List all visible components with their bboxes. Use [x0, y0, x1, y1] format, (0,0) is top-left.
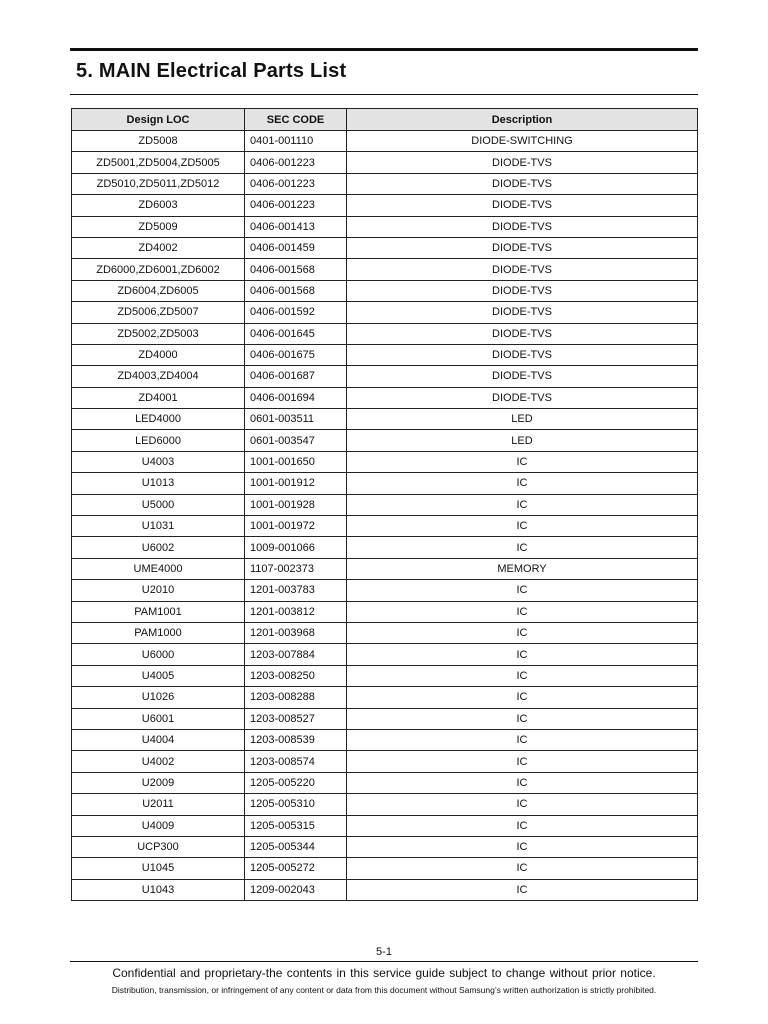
cell-description: DIODE-TVS	[347, 323, 698, 344]
cell-sec-code: 1205-005315	[245, 815, 347, 836]
table-row	[72, 751, 698, 772]
cell-sec-code: 0406-001568	[245, 259, 347, 280]
cell-sec-code: 1205-005344	[245, 836, 347, 857]
cell-description: IC	[347, 858, 698, 879]
table-row	[72, 366, 698, 387]
parts-table	[71, 108, 698, 901]
table-row	[72, 131, 698, 152]
cell-sec-code: 1001-001912	[245, 473, 347, 494]
cell-sec-code: 0406-001223	[245, 152, 347, 173]
cell-sec-code: 0601-003547	[245, 430, 347, 451]
cell-description: DIODE-TVS	[347, 237, 698, 258]
table-row	[72, 173, 698, 194]
table-row	[72, 451, 698, 472]
table-row	[72, 516, 698, 537]
title-rule	[70, 94, 698, 95]
cell-design-loc: UME4000	[72, 558, 245, 579]
cell-description: IC	[347, 836, 698, 857]
table-row	[72, 537, 698, 558]
table-row	[72, 601, 698, 622]
cell-design-loc: U4005	[72, 665, 245, 686]
cell-sec-code: 1203-008539	[245, 729, 347, 750]
cell-sec-code: 0601-003511	[245, 409, 347, 430]
cell-sec-code: 1205-005220	[245, 772, 347, 793]
cell-design-loc: U1031	[72, 516, 245, 537]
cell-design-loc: ZD5006,ZD5007	[72, 302, 245, 323]
cell-sec-code: 0406-001568	[245, 280, 347, 301]
table-row	[72, 473, 698, 494]
cell-design-loc: ZD5009	[72, 216, 245, 237]
cell-design-loc: U6002	[72, 537, 245, 558]
cell-design-loc: PAM1000	[72, 622, 245, 643]
footer-legal: Distribution, transmission, or infringement of any content or data from this document without Samsung’s written authorization is strictly prohibited.	[111, 985, 657, 995]
cell-sec-code: 0401-001110	[245, 131, 347, 152]
cell-description: IC	[347, 473, 698, 494]
table-row	[72, 858, 698, 879]
header-row	[72, 109, 698, 131]
cell-sec-code: 1209-002043	[245, 879, 347, 900]
cell-sec-code: 0406-001459	[245, 237, 347, 258]
cell-description: DIODE-TVS	[347, 302, 698, 323]
cell-description: IC	[347, 622, 698, 643]
cell-design-loc: ZD4003,ZD4004	[72, 366, 245, 387]
page-number: 5-1	[376, 946, 392, 958]
cell-design-loc: U1043	[72, 879, 245, 900]
table-row	[72, 622, 698, 643]
page-title: 5. MAIN Electrical Parts List	[76, 60, 347, 82]
table-row	[72, 580, 698, 601]
cell-design-loc: LED4000	[72, 409, 245, 430]
cell-sec-code: 1107-002373	[245, 558, 347, 579]
table-row	[72, 665, 698, 686]
cell-design-loc: U2009	[72, 772, 245, 793]
table-body	[72, 131, 698, 901]
cell-sec-code: 0406-001223	[245, 195, 347, 216]
cell-description: DIODE-TVS	[347, 195, 698, 216]
table-row	[72, 772, 698, 793]
cell-design-loc: U2010	[72, 580, 245, 601]
table-row	[72, 152, 698, 173]
cell-description: DIODE-TVS	[347, 280, 698, 301]
cell-sec-code: 1001-001650	[245, 451, 347, 472]
cell-design-loc: U5000	[72, 494, 245, 515]
cell-sec-code: 0406-001687	[245, 366, 347, 387]
table-row	[72, 794, 698, 815]
table-row	[72, 216, 698, 237]
table-row	[72, 879, 698, 900]
cell-sec-code: 1001-001972	[245, 516, 347, 537]
column-header-design-loc: Design LOC	[72, 109, 245, 131]
table-row	[72, 237, 698, 258]
cell-design-loc: ZD4000	[72, 344, 245, 365]
cell-design-loc: U4002	[72, 751, 245, 772]
cell-sec-code: 1201-003812	[245, 601, 347, 622]
table-row	[72, 836, 698, 857]
table-row	[72, 494, 698, 515]
cell-description: IC	[347, 751, 698, 772]
table-row	[72, 280, 698, 301]
table-row	[72, 259, 698, 280]
table-row	[72, 387, 698, 408]
cell-design-loc: ZD5001,ZD5004,ZD5005	[72, 152, 245, 173]
table-row	[72, 558, 698, 579]
cell-description: IC	[347, 451, 698, 472]
cell-description: DIODE-SWITCHING	[347, 131, 698, 152]
cell-sec-code: 1205-005310	[245, 794, 347, 815]
cell-sec-code: 1001-001928	[245, 494, 347, 515]
cell-description: IC	[347, 772, 698, 793]
cell-design-loc: U1013	[72, 473, 245, 494]
cell-design-loc: UCP300	[72, 836, 245, 857]
table-row	[72, 302, 698, 323]
cell-description: IC	[347, 494, 698, 515]
cell-design-loc: ZD6003	[72, 195, 245, 216]
cell-design-loc: PAM1001	[72, 601, 245, 622]
cell-sec-code: 1203-007884	[245, 644, 347, 665]
cell-description: DIODE-TVS	[347, 259, 698, 280]
column-header-sec-code: SEC CODE	[245, 109, 347, 131]
cell-description: IC	[347, 516, 698, 537]
cell-sec-code: 1201-003783	[245, 580, 347, 601]
cell-description: IC	[347, 708, 698, 729]
cell-design-loc: U1045	[72, 858, 245, 879]
table-row	[72, 195, 698, 216]
cell-sec-code: 0406-001694	[245, 387, 347, 408]
cell-sec-code: 0406-001675	[245, 344, 347, 365]
column-header-description: Description	[347, 109, 698, 131]
cell-design-loc: ZD4001	[72, 387, 245, 408]
cell-description: IC	[347, 601, 698, 622]
cell-sec-code: 1201-003968	[245, 622, 347, 643]
cell-sec-code: 0406-001413	[245, 216, 347, 237]
cell-description: DIODE-TVS	[347, 366, 698, 387]
cell-description: IC	[347, 729, 698, 750]
cell-description: LED	[347, 409, 698, 430]
footer-rule	[70, 961, 698, 962]
cell-design-loc: U6000	[72, 644, 245, 665]
cell-description: IC	[347, 644, 698, 665]
cell-description: DIODE-TVS	[347, 152, 698, 173]
cell-design-loc: U2011	[72, 794, 245, 815]
table-row	[72, 344, 698, 365]
cell-description: IC	[347, 794, 698, 815]
table-row	[72, 815, 698, 836]
cell-sec-code: 1203-008574	[245, 751, 347, 772]
cell-description: DIODE-TVS	[347, 344, 698, 365]
cell-description: IC	[347, 665, 698, 686]
cell-description: DIODE-TVS	[347, 216, 698, 237]
table-row	[72, 409, 698, 430]
cell-design-loc: ZD6000,ZD6001,ZD6002	[72, 259, 245, 280]
top-rule	[70, 48, 698, 51]
cell-description: DIODE-TVS	[347, 387, 698, 408]
cell-design-loc: U4003	[72, 451, 245, 472]
cell-description: MEMORY	[347, 558, 698, 579]
cell-description: IC	[347, 580, 698, 601]
cell-design-loc: U1026	[72, 687, 245, 708]
table-row	[72, 708, 698, 729]
table-row	[72, 729, 698, 750]
cell-description: IC	[347, 687, 698, 708]
cell-design-loc: U4009	[72, 815, 245, 836]
cell-sec-code: 1203-008250	[245, 665, 347, 686]
cell-sec-code: 1205-005272	[245, 858, 347, 879]
cell-description: IC	[347, 879, 698, 900]
table-header	[72, 109, 698, 131]
cell-description: IC	[347, 537, 698, 558]
table-row	[72, 644, 698, 665]
cell-sec-code: 0406-001223	[245, 173, 347, 194]
cell-sec-code: 0406-001592	[245, 302, 347, 323]
cell-design-loc: ZD5008	[72, 131, 245, 152]
cell-design-loc: U6001	[72, 708, 245, 729]
table-row	[72, 430, 698, 451]
cell-design-loc: ZD6004,ZD6005	[72, 280, 245, 301]
cell-design-loc: ZD4002	[72, 237, 245, 258]
cell-sec-code: 1203-008527	[245, 708, 347, 729]
footer-notice: Confidential and proprietary-the contents in this service guide subject to change without prior notice.	[112, 966, 656, 980]
cell-sec-code: 1009-001066	[245, 537, 347, 558]
cell-sec-code: 1203-008288	[245, 687, 347, 708]
cell-sec-code: 0406-001645	[245, 323, 347, 344]
cell-design-loc: ZD5010,ZD5011,ZD5012	[72, 173, 245, 194]
table-row	[72, 323, 698, 344]
cell-design-loc: LED6000	[72, 430, 245, 451]
table-row	[72, 687, 698, 708]
cell-description: IC	[347, 815, 698, 836]
cell-description: DIODE-TVS	[347, 173, 698, 194]
cell-design-loc: U4004	[72, 729, 245, 750]
cell-design-loc: ZD5002,ZD5003	[72, 323, 245, 344]
cell-description: LED	[347, 430, 698, 451]
